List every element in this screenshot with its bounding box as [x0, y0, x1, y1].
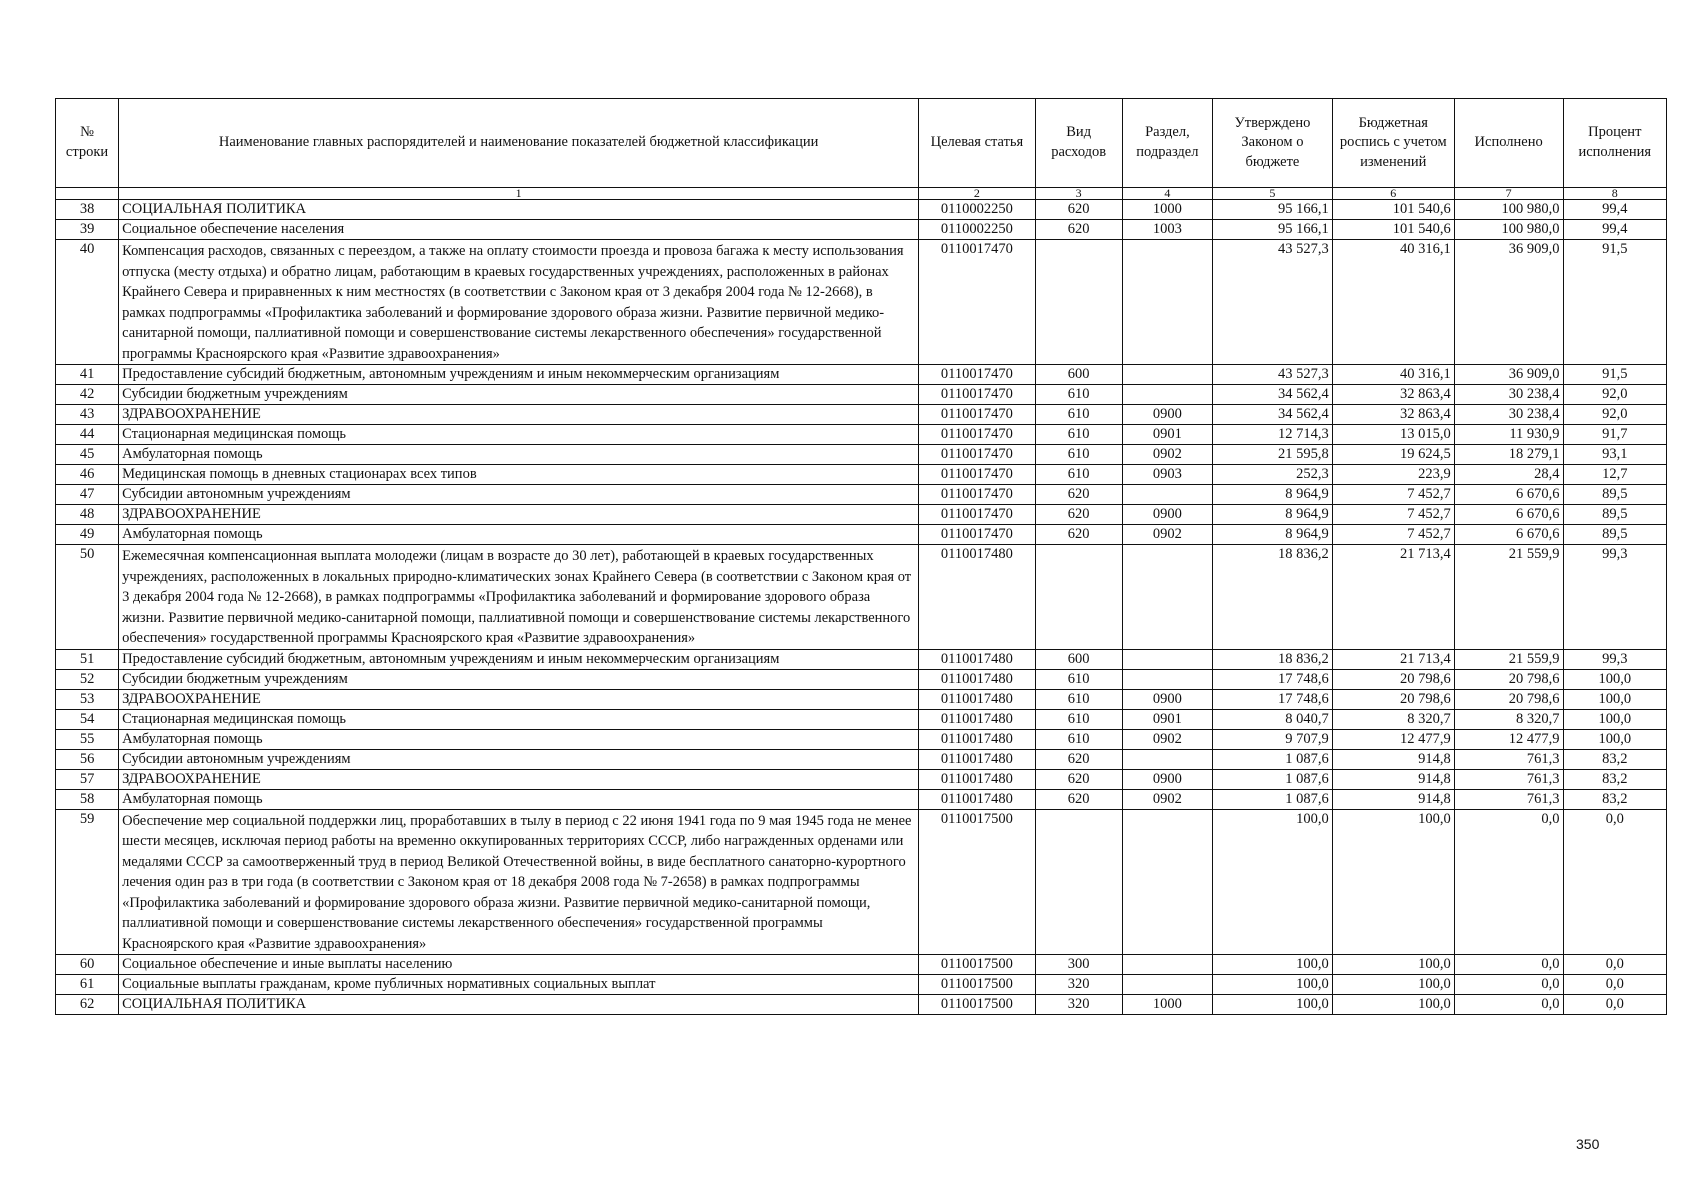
row-percent: 83,2: [1563, 749, 1666, 769]
row-budget-list: 7 452,7: [1332, 505, 1454, 525]
row-percent: 100,0: [1563, 669, 1666, 689]
budget-execution-table: [55, 98, 1667, 1015]
row-number: 38: [56, 200, 119, 220]
column-number: 5: [1213, 188, 1333, 200]
row-percent: 91,7: [1563, 425, 1666, 445]
row-section: 0903: [1122, 465, 1212, 485]
row-expense-type: 620: [1035, 769, 1122, 789]
row-percent: 99,3: [1563, 649, 1666, 669]
row-percent: 100,0: [1563, 709, 1666, 729]
row-section: 0900: [1122, 505, 1212, 525]
table-row: [56, 200, 1667, 220]
row-executed: 12 477,9: [1454, 729, 1563, 749]
row-executed: 36 909,0: [1454, 240, 1563, 365]
row-approved: 34 562,4: [1213, 385, 1333, 405]
row-budget-list: 13 015,0: [1332, 425, 1454, 445]
row-target-article: 0110017470: [919, 240, 1035, 365]
row-approved: 34 562,4: [1213, 405, 1333, 425]
table-row: [56, 385, 1667, 405]
row-target-article: 0110017470: [919, 425, 1035, 445]
row-number: 62: [56, 995, 119, 1015]
row-target-article: 0110017480: [919, 709, 1035, 729]
row-section: 1000: [1122, 200, 1212, 220]
table-row: [56, 445, 1667, 465]
table-row: [56, 669, 1667, 689]
row-percent: 99,4: [1563, 220, 1666, 240]
row-section: 0901: [1122, 709, 1212, 729]
row-section: [1122, 365, 1212, 385]
row-approved: 1 087,6: [1213, 769, 1333, 789]
row-target-article: 0110017480: [919, 729, 1035, 749]
row-number: 41: [56, 365, 119, 385]
row-name: Предоставление субсидий бюджетным, автономным учреждениям и иным некоммерческим организациям: [119, 649, 919, 669]
row-percent: 0,0: [1563, 995, 1666, 1015]
row-budget-list: 101 540,6: [1332, 200, 1454, 220]
table-row: [56, 955, 1667, 975]
row-percent: 92,0: [1563, 385, 1666, 405]
row-section: 0900: [1122, 689, 1212, 709]
row-budget-list: 7 452,7: [1332, 525, 1454, 545]
row-target-article: 0110017470: [919, 505, 1035, 525]
row-approved: 17 748,6: [1213, 669, 1333, 689]
row-expense-type: 620: [1035, 789, 1122, 809]
row-expense-type: 620: [1035, 220, 1122, 240]
table-row: [56, 729, 1667, 749]
row-budget-list: 914,8: [1332, 769, 1454, 789]
row-section: [1122, 240, 1212, 365]
row-expense-type: 620: [1035, 505, 1122, 525]
table-row: [56, 689, 1667, 709]
row-executed: 8 320,7: [1454, 709, 1563, 729]
header-target-article: Целевая статья: [919, 99, 1035, 188]
row-section: [1122, 545, 1212, 650]
row-target-article: 0110017470: [919, 385, 1035, 405]
row-expense-type: 610: [1035, 729, 1122, 749]
header-executed: Исполнено: [1454, 99, 1563, 188]
row-expense-type: 620: [1035, 485, 1122, 505]
table-row: [56, 425, 1667, 445]
row-executed: 30 238,4: [1454, 405, 1563, 425]
row-section: 0900: [1122, 405, 1212, 425]
header-name: Наименование главных распорядителей и наименование показателей бюджетной классификации: [119, 99, 919, 188]
row-executed: 30 238,4: [1454, 385, 1563, 405]
row-approved: 8 964,9: [1213, 485, 1333, 505]
row-budget-list: 914,8: [1332, 789, 1454, 809]
row-section: [1122, 385, 1212, 405]
row-executed: 0,0: [1454, 809, 1563, 955]
row-executed: 0,0: [1454, 975, 1563, 995]
row-approved: 95 166,1: [1213, 220, 1333, 240]
row-expense-type: 620: [1035, 749, 1122, 769]
row-target-article: 0110017480: [919, 669, 1035, 689]
table-row: [56, 220, 1667, 240]
row-name: Амбулаторная помощь: [119, 525, 919, 545]
row-percent: 100,0: [1563, 729, 1666, 749]
row-approved: 100,0: [1213, 995, 1333, 1015]
column-number: 7: [1454, 188, 1563, 200]
row-budget-list: 100,0: [1332, 995, 1454, 1015]
row-name: Субсидии автономным учреждениям: [119, 749, 919, 769]
row-section: 1003: [1122, 220, 1212, 240]
row-approved: 1 087,6: [1213, 789, 1333, 809]
row-name: Предоставление субсидий бюджетным, автономным учреждениям и иным некоммерческим организациям: [119, 365, 919, 385]
table-row: [56, 405, 1667, 425]
row-percent: 89,5: [1563, 485, 1666, 505]
table-row: [56, 465, 1667, 485]
row-name: Ежемесячная компенсационная выплата молодежи (лицам в возрасте до 30 лет), работающей в краевых государственных учреждениях, расположенных в локальных природно-климатических зонах Крайнего Севера (в соответствии с Законом края от 3 декабря 2004 года № 12-2668), в рамках подпрограммы «Профилактика заболеваний и формирование здорового образа жизни. Развитие первичной медико-санитарной помощи, паллиативной помощи и совершенствование системы лекарственного обеспечения» государственной программы Красноярского края «Развитие здравоохранения»: [119, 545, 919, 650]
row-executed: 761,3: [1454, 769, 1563, 789]
row-name: ЗДРАВООХРАНЕНИЕ: [119, 689, 919, 709]
row-budget-list: 19 624,5: [1332, 445, 1454, 465]
table-body: [56, 200, 1667, 1015]
table-row: [56, 545, 1667, 650]
row-expense-type: 610: [1035, 709, 1122, 729]
row-number: 54: [56, 709, 119, 729]
row-number: 47: [56, 485, 119, 505]
row-executed: 36 909,0: [1454, 365, 1563, 385]
row-approved: 9 707,9: [1213, 729, 1333, 749]
row-section: 0902: [1122, 729, 1212, 749]
row-expense-type: 320: [1035, 975, 1122, 995]
row-expense-type: 610: [1035, 689, 1122, 709]
row-number: 57: [56, 769, 119, 789]
row-budget-list: 914,8: [1332, 749, 1454, 769]
row-approved: 8 040,7: [1213, 709, 1333, 729]
row-section: [1122, 485, 1212, 505]
row-approved: 252,3: [1213, 465, 1333, 485]
row-number: 52: [56, 669, 119, 689]
row-percent: 12,7: [1563, 465, 1666, 485]
row-name: Субсидии бюджетным учреждениям: [119, 669, 919, 689]
row-expense-type: 600: [1035, 365, 1122, 385]
row-executed: 100 980,0: [1454, 220, 1563, 240]
row-executed: 761,3: [1454, 749, 1563, 769]
column-number: 1: [119, 188, 919, 200]
row-approved: 43 527,3: [1213, 240, 1333, 365]
row-executed: 21 559,9: [1454, 545, 1563, 650]
row-number: 53: [56, 689, 119, 709]
row-budget-list: 32 863,4: [1332, 405, 1454, 425]
row-number: 59: [56, 809, 119, 955]
row-budget-list: 100,0: [1332, 955, 1454, 975]
row-executed: 761,3: [1454, 789, 1563, 809]
row-number: 50: [56, 545, 119, 650]
row-expense-type: 320: [1035, 995, 1122, 1015]
table-header-row: [56, 99, 1667, 188]
row-target-article: 0110017470: [919, 465, 1035, 485]
row-target-article: 0110002250: [919, 220, 1035, 240]
row-expense-type: 300: [1035, 955, 1122, 975]
row-name: Социальные выплаты гражданам, кроме публичных нормативных социальных выплат: [119, 975, 919, 995]
row-target-article: 0110017500: [919, 955, 1035, 975]
row-name: СОЦИАЛЬНАЯ ПОЛИТИКА: [119, 200, 919, 220]
row-approved: 100,0: [1213, 975, 1333, 995]
table-row: [56, 525, 1667, 545]
row-budget-list: 21 713,4: [1332, 649, 1454, 669]
row-expense-type: [1035, 240, 1122, 365]
row-executed: 20 798,6: [1454, 689, 1563, 709]
row-expense-type: 610: [1035, 445, 1122, 465]
row-expense-type: [1035, 809, 1122, 955]
row-expense-type: 610: [1035, 405, 1122, 425]
header-approved: Утверждено Законом о бюджете: [1213, 99, 1333, 188]
row-percent: 91,5: [1563, 365, 1666, 385]
row-expense-type: 620: [1035, 525, 1122, 545]
row-target-article: 0110017480: [919, 545, 1035, 650]
row-percent: 92,0: [1563, 405, 1666, 425]
row-approved: 21 595,8: [1213, 445, 1333, 465]
row-number: 61: [56, 975, 119, 995]
row-name: Амбулаторная помощь: [119, 445, 919, 465]
row-section: [1122, 669, 1212, 689]
row-executed: 100 980,0: [1454, 200, 1563, 220]
row-budget-list: 223,9: [1332, 465, 1454, 485]
column-number-blank: [56, 188, 119, 200]
row-executed: 0,0: [1454, 955, 1563, 975]
row-number: 58: [56, 789, 119, 809]
row-name: Социальное обеспечение и иные выплаты населению: [119, 955, 919, 975]
row-target-article: 0110017480: [919, 749, 1035, 769]
page-number: 350: [1576, 1136, 1600, 1152]
table-row: [56, 975, 1667, 995]
row-name: Компенсация расходов, связанных с переездом, а также на оплату стоимости проезда и провоза багажа к месту использования отпуска (месту отдыха) и обратно лицам, работающим в краевых государственных учреждениях, расположенных в районах Крайнего Севера и приравненных к ним местностях (в соответствии с Законом края от 3 декабря 2004 года № 12-2668), в рамках подпрограммы «Профилактика заболеваний и формирование здорового образа жизни. Развитие первичной медико-санитарной помощи, паллиативной помощи и совершенствование системы лекарственного обеспечения» государственной программы Красноярского края «Развитие здравоохранения»: [119, 240, 919, 365]
row-executed: 6 670,6: [1454, 485, 1563, 505]
row-section: [1122, 749, 1212, 769]
row-percent: 91,5: [1563, 240, 1666, 365]
row-target-article: 0110017470: [919, 485, 1035, 505]
table-row: [56, 749, 1667, 769]
row-target-article: 0110002250: [919, 200, 1035, 220]
column-number: 8: [1563, 188, 1666, 200]
row-number: 45: [56, 445, 119, 465]
row-percent: 83,2: [1563, 769, 1666, 789]
table-row: [56, 505, 1667, 525]
row-approved: 12 714,3: [1213, 425, 1333, 445]
row-percent: 99,4: [1563, 200, 1666, 220]
row-name: СОЦИАЛЬНАЯ ПОЛИТИКА: [119, 995, 919, 1015]
row-approved: 18 836,2: [1213, 649, 1333, 669]
column-number: 4: [1122, 188, 1212, 200]
row-number: 39: [56, 220, 119, 240]
row-number: 56: [56, 749, 119, 769]
row-target-article: 0110017500: [919, 809, 1035, 955]
table-row: [56, 649, 1667, 669]
table-row: [56, 485, 1667, 505]
table-row: [56, 789, 1667, 809]
table-row: [56, 240, 1667, 365]
row-budget-list: 32 863,4: [1332, 385, 1454, 405]
header-budget-list: Бюджетная роспись с учетом изменений: [1332, 99, 1454, 188]
row-executed: 6 670,6: [1454, 505, 1563, 525]
row-expense-type: 620: [1035, 200, 1122, 220]
row-section: [1122, 649, 1212, 669]
row-expense-type: [1035, 545, 1122, 650]
row-section: [1122, 955, 1212, 975]
row-expense-type: 610: [1035, 465, 1122, 485]
row-budget-list: 12 477,9: [1332, 729, 1454, 749]
row-budget-list: 20 798,6: [1332, 669, 1454, 689]
header-percent: Процент исполнения: [1563, 99, 1666, 188]
table-row: [56, 995, 1667, 1015]
row-approved: 1 087,6: [1213, 749, 1333, 769]
row-name: ЗДРАВООХРАНЕНИЕ: [119, 405, 919, 425]
row-executed: 18 279,1: [1454, 445, 1563, 465]
table-row: [56, 365, 1667, 385]
row-percent: 0,0: [1563, 975, 1666, 995]
row-executed: 21 559,9: [1454, 649, 1563, 669]
row-percent: 89,5: [1563, 505, 1666, 525]
row-name: Субсидии автономным учреждениям: [119, 485, 919, 505]
row-section: 0901: [1122, 425, 1212, 445]
row-section: [1122, 809, 1212, 955]
row-approved: 100,0: [1213, 809, 1333, 955]
row-expense-type: 610: [1035, 669, 1122, 689]
row-number: 48: [56, 505, 119, 525]
row-target-article: 0110017470: [919, 445, 1035, 465]
row-percent: 0,0: [1563, 809, 1666, 955]
row-expense-type: 610: [1035, 385, 1122, 405]
row-budget-list: 101 540,6: [1332, 220, 1454, 240]
row-executed: 11 930,9: [1454, 425, 1563, 445]
row-section: 0902: [1122, 525, 1212, 545]
header-row-no: № строки: [56, 99, 119, 188]
row-approved: 8 964,9: [1213, 525, 1333, 545]
table-row: [56, 769, 1667, 789]
row-number: 46: [56, 465, 119, 485]
row-section: 0902: [1122, 445, 1212, 465]
row-number: 42: [56, 385, 119, 405]
row-target-article: 0110017480: [919, 689, 1035, 709]
row-target-article: 0110017470: [919, 365, 1035, 385]
row-name: Медицинская помощь в дневных стационарах всех типов: [119, 465, 919, 485]
table-row: [56, 709, 1667, 729]
row-target-article: 0110017500: [919, 975, 1035, 995]
row-name: Стационарная медицинская помощь: [119, 425, 919, 445]
row-budget-list: 100,0: [1332, 809, 1454, 955]
row-section: 0902: [1122, 789, 1212, 809]
column-number: 3: [1035, 188, 1122, 200]
row-section: 0900: [1122, 769, 1212, 789]
row-budget-list: 20 798,6: [1332, 689, 1454, 709]
row-percent: 93,1: [1563, 445, 1666, 465]
row-expense-type: 600: [1035, 649, 1122, 669]
row-approved: 95 166,1: [1213, 200, 1333, 220]
row-budget-list: 7 452,7: [1332, 485, 1454, 505]
column-number: 6: [1332, 188, 1454, 200]
row-executed: 0,0: [1454, 995, 1563, 1015]
row-name: ЗДРАВООХРАНЕНИЕ: [119, 505, 919, 525]
row-budget-list: 40 316,1: [1332, 365, 1454, 385]
column-number-row: [56, 188, 1667, 200]
table-row: [56, 809, 1667, 955]
header-section: Раздел, подраздел: [1122, 99, 1212, 188]
row-name: Субсидии бюджетным учреждениям: [119, 385, 919, 405]
row-expense-type: 610: [1035, 425, 1122, 445]
row-budget-list: 100,0: [1332, 975, 1454, 995]
row-approved: 8 964,9: [1213, 505, 1333, 525]
row-target-article: 0110017470: [919, 525, 1035, 545]
row-executed: 6 670,6: [1454, 525, 1563, 545]
row-name: Обеспечение мер социальной поддержки лиц, проработавших в тылу в период с 22 июня 1941 года по 9 мая 1945 года не менее шести месяцев, исключая период работы на временно оккупированных территориях СССР, либо награжденных орденами или медалями СССР за самоотверженный труд в период Великой Отечественной войны, в виде бесплатного санаторно-курортного лечения один раз в три года (в соответствии с Законом края от 18 декабря 2008 года № 7-2658) в рамках подпрограммы «Профилактика заболеваний и формирование здорового образа жизни. Развитие первичной медико-санитарной помощи, паллиативной помощи и совершенствование системы лекарственного обеспечения» государственной программы Красноярского края «Развитие здравоохранения»: [119, 809, 919, 955]
row-percent: 0,0: [1563, 955, 1666, 975]
row-number: 44: [56, 425, 119, 445]
row-section: [1122, 975, 1212, 995]
row-target-article: 0110017480: [919, 789, 1035, 809]
row-budget-list: 40 316,1: [1332, 240, 1454, 365]
row-section: 1000: [1122, 995, 1212, 1015]
row-percent: 99,3: [1563, 545, 1666, 650]
row-budget-list: 8 320,7: [1332, 709, 1454, 729]
row-budget-list: 21 713,4: [1332, 545, 1454, 650]
row-executed: 28,4: [1454, 465, 1563, 485]
row-target-article: 0110017470: [919, 405, 1035, 425]
row-approved: 18 836,2: [1213, 545, 1333, 650]
row-number: 60: [56, 955, 119, 975]
row-number: 49: [56, 525, 119, 545]
row-number: 51: [56, 649, 119, 669]
row-percent: 83,2: [1563, 789, 1666, 809]
row-number: 55: [56, 729, 119, 749]
row-percent: 100,0: [1563, 689, 1666, 709]
row-percent: 89,5: [1563, 525, 1666, 545]
row-number: 43: [56, 405, 119, 425]
row-name: Стационарная медицинская помощь: [119, 709, 919, 729]
row-executed: 20 798,6: [1454, 669, 1563, 689]
row-name: Социальное обеспечение населения: [119, 220, 919, 240]
row-name: Амбулаторная помощь: [119, 789, 919, 809]
column-number: 2: [919, 188, 1035, 200]
row-name: Амбулаторная помощь: [119, 729, 919, 749]
row-target-article: 0110017500: [919, 995, 1035, 1015]
row-target-article: 0110017480: [919, 649, 1035, 669]
row-approved: 43 527,3: [1213, 365, 1333, 385]
row-name: ЗДРАВООХРАНЕНИЕ: [119, 769, 919, 789]
row-target-article: 0110017480: [919, 769, 1035, 789]
row-approved: 100,0: [1213, 955, 1333, 975]
row-approved: 17 748,6: [1213, 689, 1333, 709]
header-expense-type: Вид расходов: [1035, 99, 1122, 188]
row-number: 40: [56, 240, 119, 365]
